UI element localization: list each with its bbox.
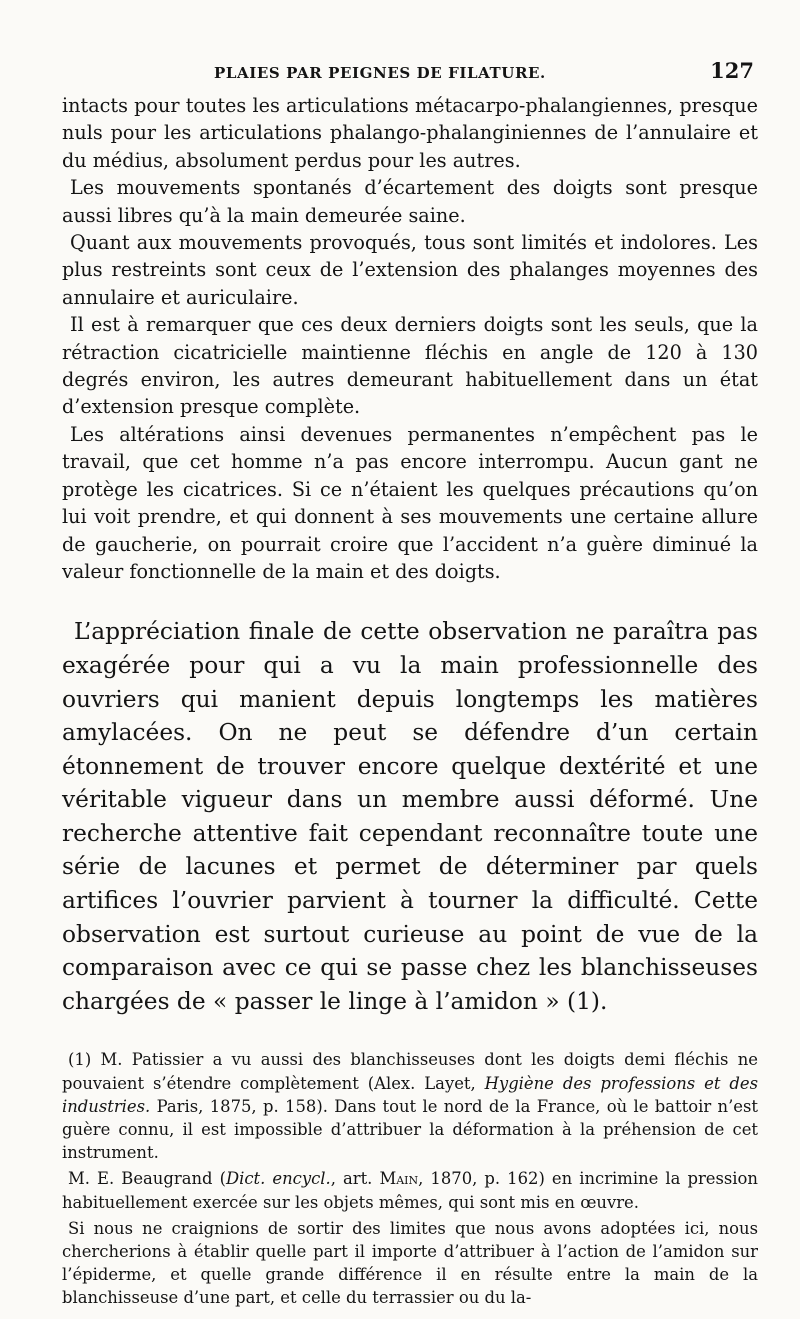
book-page	[62, 58, 758, 1310]
paragraph: Il est à remarquer que ces deux derniers doigts sont les seuls, que la rétraction cicatricielle maintienne fléchis en angle de 120 à 130 degrés environ, les autres demeurant habituellement dans un état d’extension presque complète.	[62, 313, 758, 419]
paragraph: intacts pour toutes les articulations métacarpo-phalangiennes, presque nuls pour les articulations phalango-phalanginiennes de l’annulaire et du médius, absolument perdus pour les autres.	[62, 94, 758, 172]
page-number: 127	[710, 58, 754, 83]
footnote	[62, 1167, 758, 1213]
paragraph: Les altérations ainsi devenues permanentes n’empêchent pas le travail, que cet homme n’a pas encore interrompu. Aucun gant ne protège les cicatrices. Si ce n’étaient les quelques précautions qu’on lui voit prendre, et qui donnent à ses mouvements une certaine allure de gaucherie, on pourrait croire que l’accident n’a guère diminué la valeur fonctionnelle de la main et des doigts.	[62, 422, 758, 583]
paragraph: Les mouvements spontanés d’écartement des doigts sont presque aussi libres qu’à la main demeurée saine.	[62, 176, 758, 227]
observation-text	[62, 92, 758, 585]
running-title: PLAIES PAR PEIGNES DE FILATURE.	[214, 64, 546, 82]
footnote-citation-title: Hygiène des professions et des industries.	[62, 1073, 758, 1116]
footnote	[62, 1048, 758, 1164]
footnote-text: Paris, 1875, p. 158). Dans tout le nord de la France, où le battoir n’est guère connu, il est impossible d’attribuer la déformation à la préhension de cet instrument.	[62, 1096, 758, 1163]
footnote-text: M. E. Beaugrand (	[68, 1169, 226, 1189]
footnote: Si nous ne craignions de sortir des limites que nous avons adoptées ici, nous chercherions à établir quelle part il importe d’attribuer à l’action de l’amidon sur l’épiderme, et quelle grande différence il en résulte entre la main de la blanchisseuse d’une part, et celle du terrassier ou du la-	[62, 1218, 758, 1308]
footnote-article-name: Main	[379, 1169, 419, 1189]
footnotes	[62, 1048, 758, 1309]
footnote-citation-title: Dict. encycl.	[225, 1169, 331, 1189]
page-header	[62, 58, 758, 92]
footnote-text: , 1870, p. 162) en incrimine la pression habituellement exercée sur les objets mêmes, qui sont mis en œuvre.	[62, 1169, 758, 1212]
footnote-text: , art.	[330, 1169, 380, 1189]
main-text	[62, 615, 758, 1018]
paragraph: L’appréciation finale de cette observation ne paraîtra pas exagérée pour qui a vu la main professionnelle des ouvriers qui manient depuis longtemps les matières amylacées. On ne peut se défendre d’un certain étonnement de trouver encore quelque dextérité et une véritable vigueur dans un membre aussi déformé. Une recherche attentive fait cependant reconnaître toute une série de lacunes et permet de déterminer par quels artifices l’ouvrier parvient à tourner la difficulté. Cette observation est surtout curieuse au point de vue de la comparaison avec ce qui se passe chez les blanchisseuses chargées de « passer le linge à l’amidon » (1).	[62, 618, 758, 1015]
paragraph: Quant aux mouvements provoqués, tous sont limités et indolores. Les plus restreints sont ceux de l’extension des phalanges moyennes des annulaire et auriculaire.	[62, 231, 758, 309]
footnote-text: (1) M. Patissier a vu aussi des blanchisseuses dont les doigts demi fléchis ne pouvaient s’étendre complètement (Alex. Layet,	[62, 1050, 758, 1093]
